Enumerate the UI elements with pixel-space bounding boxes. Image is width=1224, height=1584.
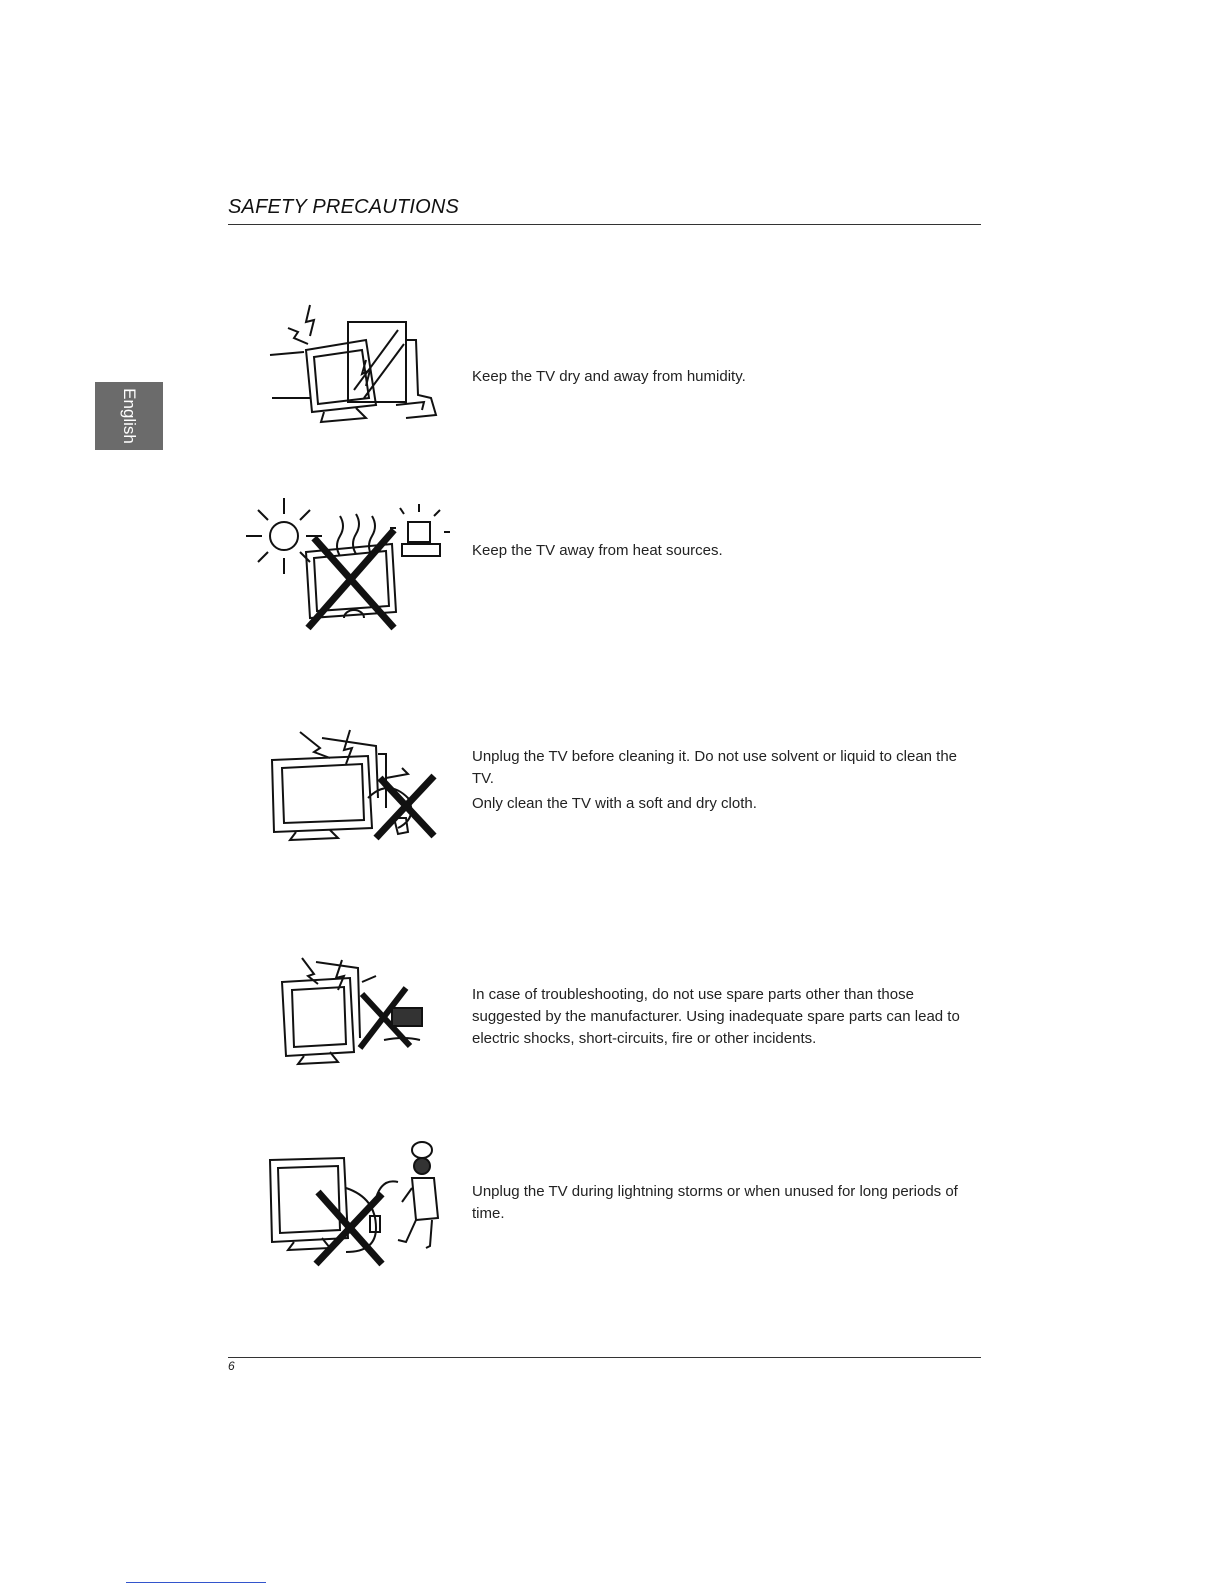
item-text-5	[472, 1181, 972, 1225]
tv-spare-parts-icon	[280, 952, 430, 1067]
tv-heat-icon	[244, 494, 454, 634]
item-line: Unplug the TV during lightning storms or when unused for long periods of time.	[472, 1183, 958, 1222]
language-tab	[95, 382, 163, 450]
item-line: Unplug the TV before cleaning it. Do not use solvent or liquid to clean the TV.	[472, 748, 958, 787]
header-rule	[228, 224, 981, 225]
item-line: In case of troubleshooting, do not use spare parts other than those suggested by the manufacturer. Using inadequate spare parts can lead to electric shocks, short-circuits, fire or other incidents.	[472, 986, 960, 1047]
item-text-3	[472, 746, 972, 815]
page-number: 6	[228, 1359, 235, 1373]
item-text-4	[472, 984, 972, 1050]
tv-humidity-icon	[266, 300, 446, 425]
footer-rule	[228, 1357, 981, 1358]
item-line: Only clean the TV with a soft and dry cloth.	[472, 795, 757, 812]
page-title: SAFETY PRECAUTIONS	[228, 196, 460, 218]
item-text-1	[472, 366, 972, 388]
tv-cleaning-icon	[268, 728, 448, 843]
footer-underline	[126, 1582, 266, 1583]
language-tab-label: English	[120, 388, 139, 444]
item-line: Keep the TV dry and away from humidity.	[472, 368, 746, 385]
tv-lightning-unplug-icon	[266, 1138, 446, 1273]
item-line: Keep the TV away from heat sources.	[472, 542, 723, 559]
item-text-2	[472, 540, 972, 562]
